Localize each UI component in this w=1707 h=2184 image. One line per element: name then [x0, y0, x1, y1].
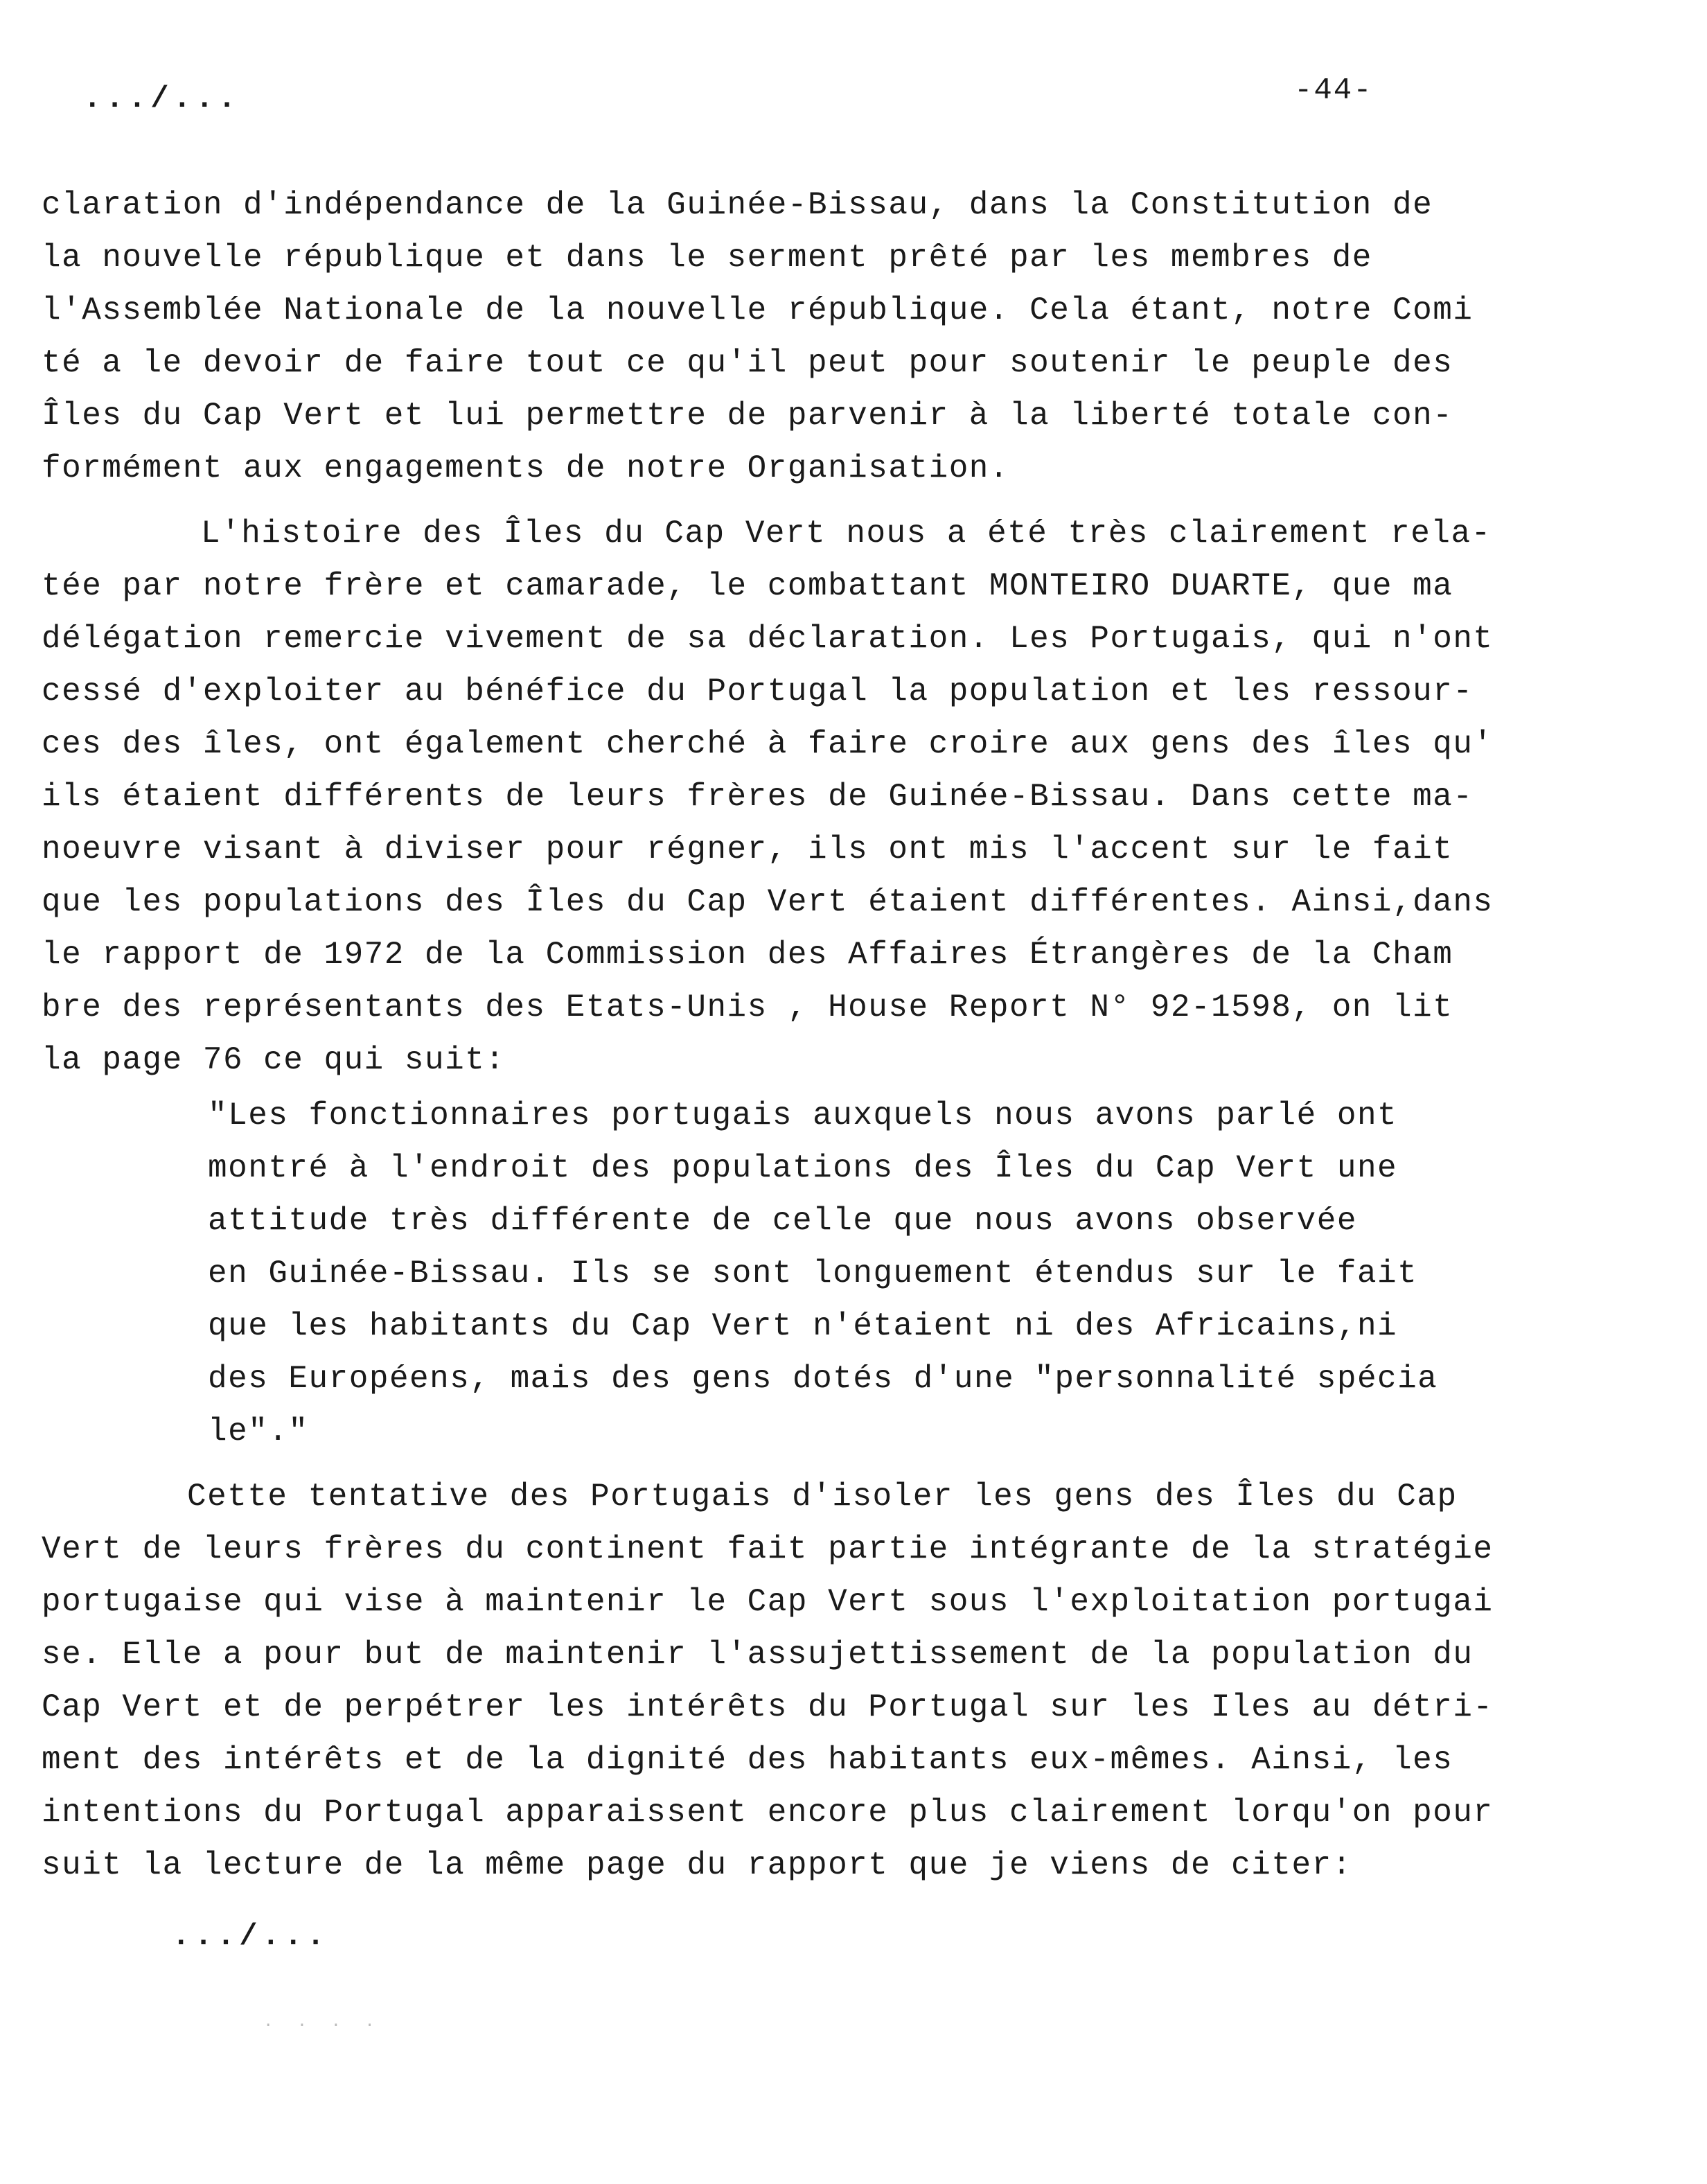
text-line: que les populations des Îles du Cap Vert étaient différentes. Ainsi,dans [42, 884, 1494, 920]
text-line: Cette tentative des Portugais d'isoler les gens des Îles du Cap [187, 1479, 1458, 1515]
text-line: Îles du Cap Vert et lui permettre de parvenir à la liberté totale con- [42, 398, 1453, 434]
text-line: té a le devoir de faire tout ce qu'il peut pour soutenir le peuple des [42, 345, 1453, 381]
continuation-marker-top: .../... [83, 82, 240, 116]
text-line: suit la lecture de la même page du rapport que je viens de citer: [42, 1847, 1352, 1883]
quote-line: montré à l'endroit des populations des Îles du Cap Vert une [208, 1150, 1398, 1186]
text-line: la page 76 ce qui suit: [42, 1042, 506, 1078]
text-line: bre des représentants des Etats-Unis , House Report N° 92-1598, on lit [42, 989, 1453, 1025]
paragraph-1 [42, 179, 1538, 495]
text-line: Vert de leurs frères du continent fait partie intégrante de la stratégie [42, 1531, 1494, 1567]
text-line: ment des intérêts et de la dignité des habitants eux-mêmes. Ainsi, les [42, 1742, 1453, 1778]
text-line: Cap Vert et de perpétrer les intérêts du Portugal sur les Iles au détri- [42, 1689, 1494, 1725]
continuation-marker-bottom: .../... [172, 1919, 329, 1954]
quote-line: le"." [208, 1414, 309, 1450]
text-line: L'histoire des Îles du Cap Vert nous a été très clairement rela- [201, 516, 1492, 552]
text-line: claration d'indépendance de la Guinée-Bissau, dans la Constitution de [42, 187, 1433, 223]
text-line: la nouvelle république et dans le serment prêté par les membres de [42, 240, 1372, 276]
text-line: cessé d'exploiter au bénéfice du Portugal la population et les ressour- [42, 673, 1474, 710]
text-line: l'Assemblée Nationale de la nouvelle république. Cela étant, notre Comi [42, 292, 1474, 328]
paragraph-2 [42, 507, 1538, 1086]
text-line: portugaise qui vise à maintenir le Cap Vert sous l'exploitation portugai [42, 1584, 1494, 1620]
quote-line: en Guinée-Bissau. Ils se sont longuement étendus sur le fait [208, 1256, 1418, 1292]
text-line: formément aux engagements de notre Organisation. [42, 450, 1010, 486]
paragraph-3 [42, 1470, 1538, 1892]
text-line: noeuvre visant à diviser pour régner, ils ont mis l'accent sur le fait [42, 831, 1453, 868]
block-quote [208, 1089, 1455, 1458]
quote-line: "Les fonctionnaires portugais auxquels nous avons parlé ont [208, 1098, 1398, 1134]
text-line: le rapport de 1972 de la Commission des Affaires Étrangères de la Cham [42, 937, 1453, 973]
text-line: intentions du Portugal apparaissent encore plus clairement lorqu'on pour [42, 1795, 1494, 1831]
quote-line: des Européens, mais des gens dotés d'une "personnalité spécia [208, 1361, 1438, 1397]
quote-line: que les habitants du Cap Vert n'étaient ni des Africains,ni [208, 1308, 1398, 1344]
scan-specks: . . . . [263, 2013, 382, 2032]
quote-line: attitude très différente de celle que nous avons observée [208, 1203, 1357, 1239]
page-number: -44- [1294, 73, 1373, 108]
text-line: ils étaient différents de leurs frères de Guinée-Bissau. Dans cette ma- [42, 779, 1474, 815]
text-line: ces des îles, ont également cherché à faire croire aux gens des îles qu' [42, 726, 1494, 762]
text-line: tée par notre frère et camarade, le combattant MONTEIRO DUARTE, que ma [42, 568, 1453, 604]
text-line: délégation remercie vivement de sa déclaration. Les Portugais, qui n'ont [42, 621, 1494, 657]
text-line: se. Elle a pour but de maintenir l'assujettissement de la population du [42, 1637, 1474, 1673]
